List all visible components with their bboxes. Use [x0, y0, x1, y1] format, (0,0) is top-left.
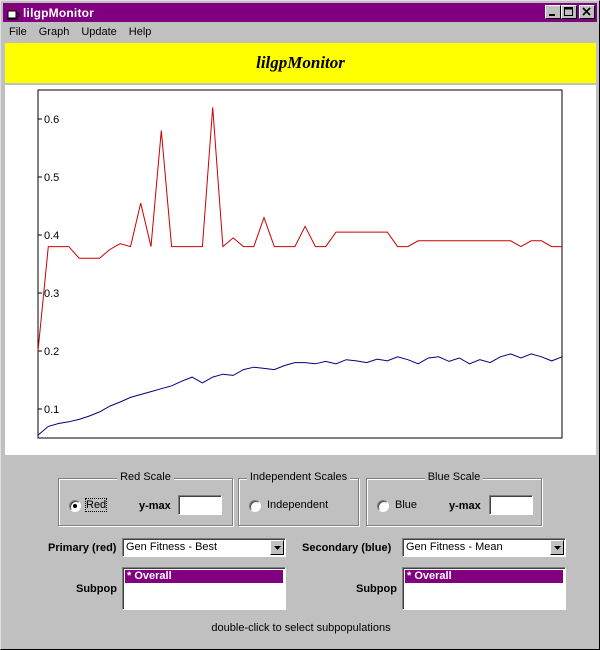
subpop-left-label: Subpop	[76, 583, 117, 595]
primary-label: Primary (red)	[48, 542, 117, 554]
close-button[interactable]	[579, 5, 595, 19]
blue-scale-legend: Blue Scale	[425, 471, 484, 483]
subpop-left-item-overall[interactable]: * Overall	[125, 570, 283, 583]
primary-select-value: Gen Fitness - Best	[126, 541, 218, 553]
menu-bar	[3, 23, 597, 41]
banner	[5, 43, 596, 83]
fitness-chart	[5, 85, 596, 455]
chevron-down-icon	[554, 546, 562, 550]
secondary-label: Secondary (blue)	[302, 542, 392, 554]
maximize-button[interactable]	[561, 5, 577, 19]
subpop-right-label: Subpop	[356, 583, 397, 595]
red-radio-label[interactable]: Red	[86, 499, 107, 511]
independent-radio-label[interactable]: Independent	[267, 499, 329, 511]
subpop-left-list[interactable]	[122, 567, 286, 610]
y-tick-label: 0.5	[44, 172, 60, 184]
secondary-dropdown-button[interactable]	[550, 540, 564, 555]
minimize-button[interactable]	[545, 5, 561, 19]
menu-graph[interactable]: Graph	[38, 26, 70, 38]
menu-help[interactable]: Help	[128, 26, 152, 38]
primary-select[interactable]	[122, 538, 286, 557]
y-tick-label: 0.3	[44, 288, 60, 300]
close-icon	[582, 7, 592, 17]
secondary-select-value: Gen Fitness - Mean	[406, 541, 503, 553]
red-ymax-label: y-max	[139, 500, 171, 512]
maximize-icon	[564, 7, 574, 17]
y-tick-label: 0.6	[44, 114, 60, 126]
java-cup-icon	[6, 6, 20, 20]
graph-panel	[5, 85, 596, 455]
y-tick-label: 0.2	[44, 346, 60, 358]
radio-selected-dot	[73, 504, 77, 508]
blue-radio[interactable]	[377, 500, 389, 512]
blue-scale-group	[366, 471, 542, 526]
independent-scales-group	[238, 471, 359, 526]
chevron-down-icon	[274, 546, 282, 550]
blue-ymax-label: y-max	[449, 500, 481, 512]
subpop-right-item-overall[interactable]: * Overall	[405, 570, 563, 583]
y-tick-label: 0.1	[44, 404, 60, 416]
menu-file[interactable]: File	[9, 26, 27, 38]
subpop-right-list[interactable]	[402, 567, 566, 610]
blue-radio-label[interactable]: Blue	[395, 499, 418, 511]
primary-dropdown-button[interactable]	[270, 540, 284, 555]
independent-scales-legend: Independent Scales	[247, 471, 350, 483]
red-scale-legend: Red Scale	[117, 471, 174, 483]
title-bar[interactable]	[3, 3, 597, 22]
independent-radio[interactable]	[249, 500, 261, 512]
banner-title: lilgpMonitor	[256, 53, 345, 72]
blue-ymax-input[interactable]	[489, 495, 533, 515]
secondary-select[interactable]	[402, 538, 566, 557]
window-title: lilgpMonitor	[23, 5, 95, 20]
plot-frame	[38, 90, 562, 438]
red-scale-group	[58, 471, 233, 526]
red-ymax-input[interactable]	[178, 495, 222, 515]
menu-update[interactable]: Update	[81, 26, 117, 38]
y-tick-label: 0.4	[44, 230, 60, 242]
minimize-icon	[548, 7, 558, 17]
hint-text: double-click to select subpopulations	[211, 622, 391, 634]
red-radio[interactable]	[69, 500, 81, 512]
